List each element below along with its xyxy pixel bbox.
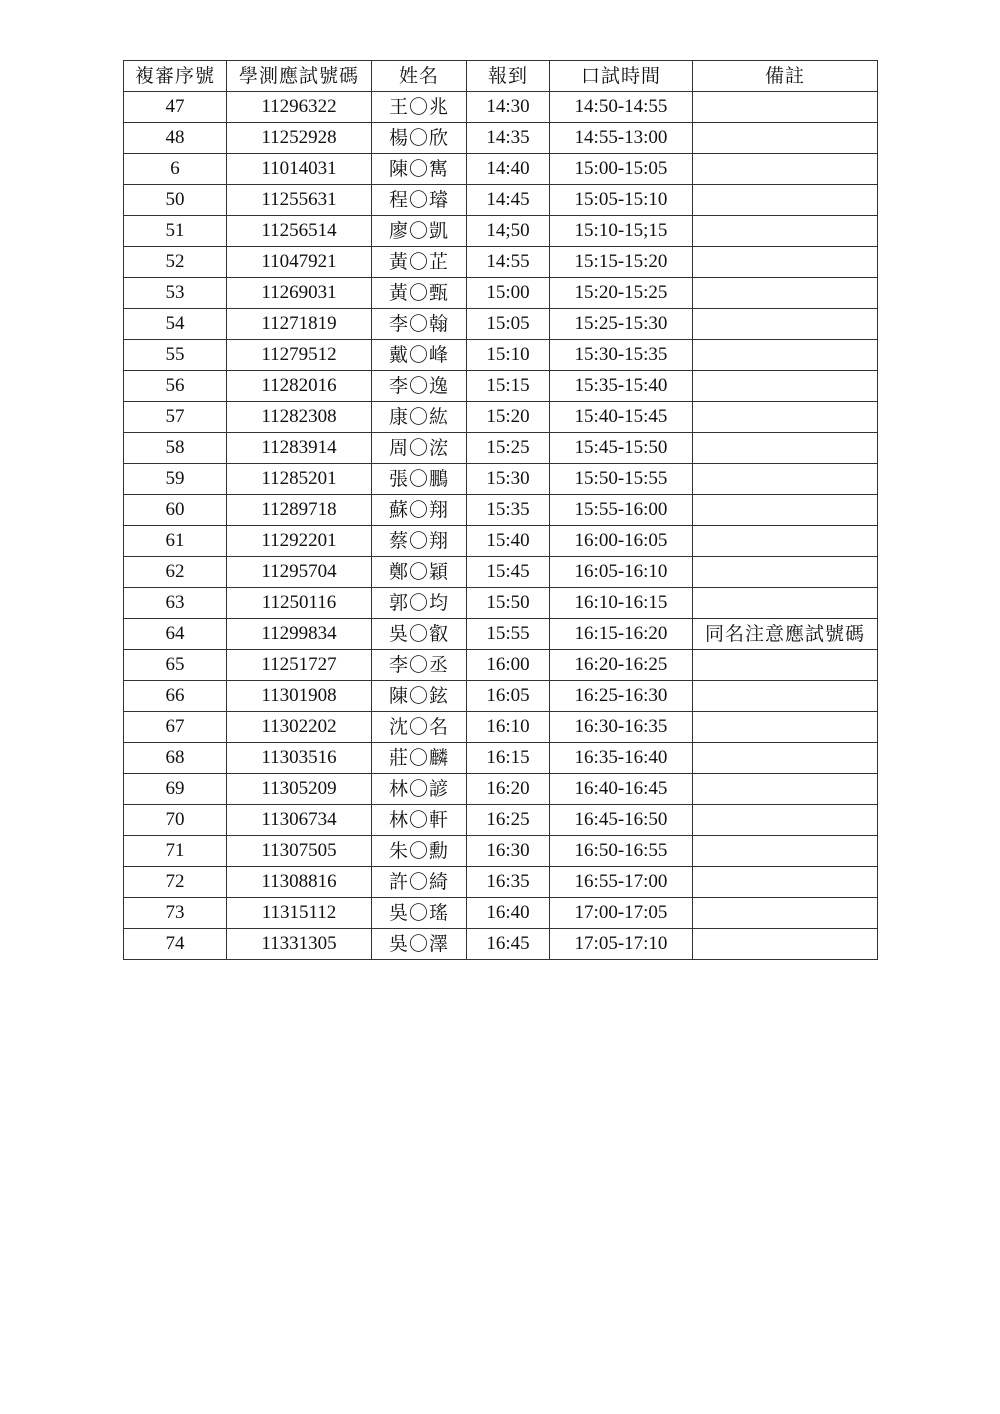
cell-checkin: 14:45	[467, 185, 550, 216]
cell-remarks	[693, 495, 878, 526]
table-body	[124, 92, 878, 960]
cell-name: 吳〇瑤	[372, 898, 467, 929]
cell-checkin: 16:10	[467, 712, 550, 743]
cell-exam-number: 11307505	[227, 836, 372, 867]
cell-remarks: 同名注意應試號碼	[693, 619, 878, 650]
cell-exam-number: 11302202	[227, 712, 372, 743]
cell-name: 廖〇凱	[372, 216, 467, 247]
table-row	[124, 402, 878, 433]
cell-interview-time: 16:50-16:55	[550, 836, 693, 867]
cell-review-seq: 47	[124, 92, 227, 123]
cell-review-seq: 55	[124, 340, 227, 371]
cell-review-seq: 68	[124, 743, 227, 774]
cell-exam-number: 11301908	[227, 681, 372, 712]
cell-review-seq: 52	[124, 247, 227, 278]
cell-name: 郭〇均	[372, 588, 467, 619]
cell-review-seq: 60	[124, 495, 227, 526]
cell-remarks	[693, 216, 878, 247]
table-row	[124, 495, 878, 526]
cell-checkin: 15:20	[467, 402, 550, 433]
cell-review-seq: 74	[124, 929, 227, 960]
cell-exam-number: 11315112	[227, 898, 372, 929]
cell-remarks	[693, 743, 878, 774]
table-row	[124, 681, 878, 712]
cell-interview-time: 16:10-16:15	[550, 588, 693, 619]
table-row	[124, 526, 878, 557]
cell-remarks	[693, 836, 878, 867]
cell-name: 周〇浤	[372, 433, 467, 464]
cell-review-seq: 72	[124, 867, 227, 898]
cell-remarks	[693, 805, 878, 836]
cell-checkin: 16:05	[467, 681, 550, 712]
table-row	[124, 185, 878, 216]
cell-interview-time: 15:10-15;15	[550, 216, 693, 247]
cell-interview-time: 15:20-15:25	[550, 278, 693, 309]
table-row	[124, 619, 878, 650]
table-row	[124, 309, 878, 340]
cell-interview-time: 15:45-15:50	[550, 433, 693, 464]
cell-checkin: 16:45	[467, 929, 550, 960]
cell-interview-time: 15:30-15:35	[550, 340, 693, 371]
cell-exam-number: 11047921	[227, 247, 372, 278]
cell-name: 許〇綺	[372, 867, 467, 898]
cell-interview-time: 15:40-15:45	[550, 402, 693, 433]
cell-name: 楊〇欣	[372, 123, 467, 154]
table-row	[124, 774, 878, 805]
table-header-row	[124, 61, 878, 92]
cell-review-seq: 51	[124, 216, 227, 247]
cell-name: 李〇丞	[372, 650, 467, 681]
cell-interview-time: 16:30-16:35	[550, 712, 693, 743]
cell-interview-time: 16:05-16:10	[550, 557, 693, 588]
cell-remarks	[693, 123, 878, 154]
cell-exam-number: 11308816	[227, 867, 372, 898]
table-row	[124, 216, 878, 247]
cell-exam-number: 11250116	[227, 588, 372, 619]
cell-review-seq: 53	[124, 278, 227, 309]
cell-checkin: 16:40	[467, 898, 550, 929]
cell-exam-number: 11305209	[227, 774, 372, 805]
table-row	[124, 340, 878, 371]
cell-remarks	[693, 557, 878, 588]
cell-checkin: 16:00	[467, 650, 550, 681]
cell-name: 陳〇鉉	[372, 681, 467, 712]
cell-interview-time: 16:35-16:40	[550, 743, 693, 774]
table-row	[124, 464, 878, 495]
cell-exam-number: 11269031	[227, 278, 372, 309]
table-row	[124, 805, 878, 836]
cell-remarks	[693, 340, 878, 371]
cell-remarks	[693, 247, 878, 278]
cell-exam-number: 11283914	[227, 433, 372, 464]
cell-remarks	[693, 650, 878, 681]
cell-interview-time: 16:45-16:50	[550, 805, 693, 836]
cell-interview-time: 15:00-15:05	[550, 154, 693, 185]
cell-name: 莊〇麟	[372, 743, 467, 774]
cell-checkin: 16:25	[467, 805, 550, 836]
cell-checkin: 15:50	[467, 588, 550, 619]
cell-remarks	[693, 154, 878, 185]
cell-interview-time: 16:00-16:05	[550, 526, 693, 557]
cell-interview-time: 16:40-16:45	[550, 774, 693, 805]
cell-exam-number: 11296322	[227, 92, 372, 123]
cell-checkin: 15:10	[467, 340, 550, 371]
cell-interview-time: 16:25-16:30	[550, 681, 693, 712]
cell-checkin: 16:20	[467, 774, 550, 805]
cell-review-seq: 67	[124, 712, 227, 743]
cell-review-seq: 57	[124, 402, 227, 433]
cell-name: 黃〇芷	[372, 247, 467, 278]
table-row	[124, 867, 878, 898]
cell-exam-number: 11279512	[227, 340, 372, 371]
cell-review-seq: 56	[124, 371, 227, 402]
cell-name: 王〇兆	[372, 92, 467, 123]
table-row	[124, 650, 878, 681]
cell-remarks	[693, 278, 878, 309]
table-row	[124, 712, 878, 743]
table-row	[124, 92, 878, 123]
cell-name: 張〇鵬	[372, 464, 467, 495]
cell-review-seq: 58	[124, 433, 227, 464]
cell-checkin: 15:05	[467, 309, 550, 340]
cell-review-seq: 71	[124, 836, 227, 867]
table-row	[124, 557, 878, 588]
cell-remarks	[693, 371, 878, 402]
cell-review-seq: 62	[124, 557, 227, 588]
cell-interview-time: 15:50-15:55	[550, 464, 693, 495]
cell-interview-time: 15:05-15:10	[550, 185, 693, 216]
cell-review-seq: 63	[124, 588, 227, 619]
cell-checkin: 16:15	[467, 743, 550, 774]
cell-exam-number: 11252928	[227, 123, 372, 154]
cell-remarks	[693, 929, 878, 960]
table-row	[124, 278, 878, 309]
cell-exam-number: 11014031	[227, 154, 372, 185]
table-row	[124, 154, 878, 185]
cell-interview-time: 14:55-13:00	[550, 123, 693, 154]
cell-name: 李〇逸	[372, 371, 467, 402]
cell-review-seq: 6	[124, 154, 227, 185]
cell-checkin: 14:40	[467, 154, 550, 185]
cell-interview-time: 17:05-17:10	[550, 929, 693, 960]
cell-remarks	[693, 898, 878, 929]
cell-exam-number: 11292201	[227, 526, 372, 557]
table-row	[124, 929, 878, 960]
cell-review-seq: 73	[124, 898, 227, 929]
cell-remarks	[693, 433, 878, 464]
cell-interview-time: 16:20-16:25	[550, 650, 693, 681]
header-review-seq: 複審序號	[124, 61, 227, 92]
cell-name: 蔡〇翔	[372, 526, 467, 557]
cell-review-seq: 69	[124, 774, 227, 805]
cell-remarks	[693, 774, 878, 805]
cell-interview-time: 15:55-16:00	[550, 495, 693, 526]
table-row	[124, 836, 878, 867]
cell-name: 林〇軒	[372, 805, 467, 836]
cell-name: 蘇〇翔	[372, 495, 467, 526]
cell-checkin: 14:55	[467, 247, 550, 278]
cell-exam-number: 11282308	[227, 402, 372, 433]
header-exam-number: 學測應試號碼	[227, 61, 372, 92]
table-row	[124, 433, 878, 464]
cell-checkin: 15:30	[467, 464, 550, 495]
cell-review-seq: 48	[124, 123, 227, 154]
cell-name: 程〇璿	[372, 185, 467, 216]
cell-name: 沈〇名	[372, 712, 467, 743]
interview-schedule-table	[123, 60, 878, 960]
cell-name: 戴〇峰	[372, 340, 467, 371]
cell-interview-time: 17:00-17:05	[550, 898, 693, 929]
cell-exam-number: 11271819	[227, 309, 372, 340]
cell-name: 朱〇勳	[372, 836, 467, 867]
cell-checkin: 15:55	[467, 619, 550, 650]
cell-checkin: 15:40	[467, 526, 550, 557]
cell-interview-time: 15:15-15:20	[550, 247, 693, 278]
document-page	[123, 60, 877, 960]
cell-exam-number: 11306734	[227, 805, 372, 836]
cell-review-seq: 66	[124, 681, 227, 712]
cell-remarks	[693, 526, 878, 557]
cell-checkin: 14:35	[467, 123, 550, 154]
cell-exam-number: 11331305	[227, 929, 372, 960]
cell-remarks	[693, 92, 878, 123]
cell-exam-number: 11285201	[227, 464, 372, 495]
cell-review-seq: 61	[124, 526, 227, 557]
header-name: 姓名	[372, 61, 467, 92]
table-row	[124, 743, 878, 774]
cell-interview-time: 15:25-15:30	[550, 309, 693, 340]
cell-checkin: 14;50	[467, 216, 550, 247]
cell-remarks	[693, 712, 878, 743]
cell-remarks	[693, 309, 878, 340]
cell-review-seq: 59	[124, 464, 227, 495]
header-interview-time: 口試時間	[550, 61, 693, 92]
cell-name: 吳〇叡	[372, 619, 467, 650]
cell-checkin: 14:30	[467, 92, 550, 123]
cell-exam-number: 11303516	[227, 743, 372, 774]
cell-checkin: 15:45	[467, 557, 550, 588]
table-row	[124, 123, 878, 154]
cell-remarks	[693, 681, 878, 712]
cell-remarks	[693, 402, 878, 433]
cell-name: 鄭〇穎	[372, 557, 467, 588]
cell-checkin: 15:00	[467, 278, 550, 309]
cell-name: 康〇紘	[372, 402, 467, 433]
cell-exam-number: 11256514	[227, 216, 372, 247]
cell-remarks	[693, 464, 878, 495]
cell-exam-number: 11282016	[227, 371, 372, 402]
cell-name: 陳〇寯	[372, 154, 467, 185]
header-remarks: 備註	[693, 61, 878, 92]
cell-review-seq: 65	[124, 650, 227, 681]
cell-checkin: 15:25	[467, 433, 550, 464]
cell-checkin: 15:15	[467, 371, 550, 402]
cell-exam-number: 11255631	[227, 185, 372, 216]
header-checkin: 報到	[467, 61, 550, 92]
cell-name: 李〇翰	[372, 309, 467, 340]
cell-review-seq: 64	[124, 619, 227, 650]
cell-checkin: 15:35	[467, 495, 550, 526]
table-row	[124, 371, 878, 402]
cell-interview-time: 16:15-16:20	[550, 619, 693, 650]
cell-exam-number: 11289718	[227, 495, 372, 526]
cell-checkin: 16:30	[467, 836, 550, 867]
cell-exam-number: 11295704	[227, 557, 372, 588]
table-row	[124, 898, 878, 929]
cell-exam-number: 11251727	[227, 650, 372, 681]
cell-remarks	[693, 185, 878, 216]
cell-review-seq: 70	[124, 805, 227, 836]
cell-interview-time: 14:50-14:55	[550, 92, 693, 123]
cell-exam-number: 11299834	[227, 619, 372, 650]
cell-name: 黃〇甄	[372, 278, 467, 309]
cell-review-seq: 54	[124, 309, 227, 340]
cell-remarks	[693, 867, 878, 898]
cell-interview-time: 16:55-17:00	[550, 867, 693, 898]
table-row	[124, 247, 878, 278]
cell-name: 林〇諺	[372, 774, 467, 805]
table-row	[124, 588, 878, 619]
cell-name: 吳〇澤	[372, 929, 467, 960]
cell-interview-time: 15:35-15:40	[550, 371, 693, 402]
cell-checkin: 16:35	[467, 867, 550, 898]
cell-remarks	[693, 588, 878, 619]
cell-review-seq: 50	[124, 185, 227, 216]
